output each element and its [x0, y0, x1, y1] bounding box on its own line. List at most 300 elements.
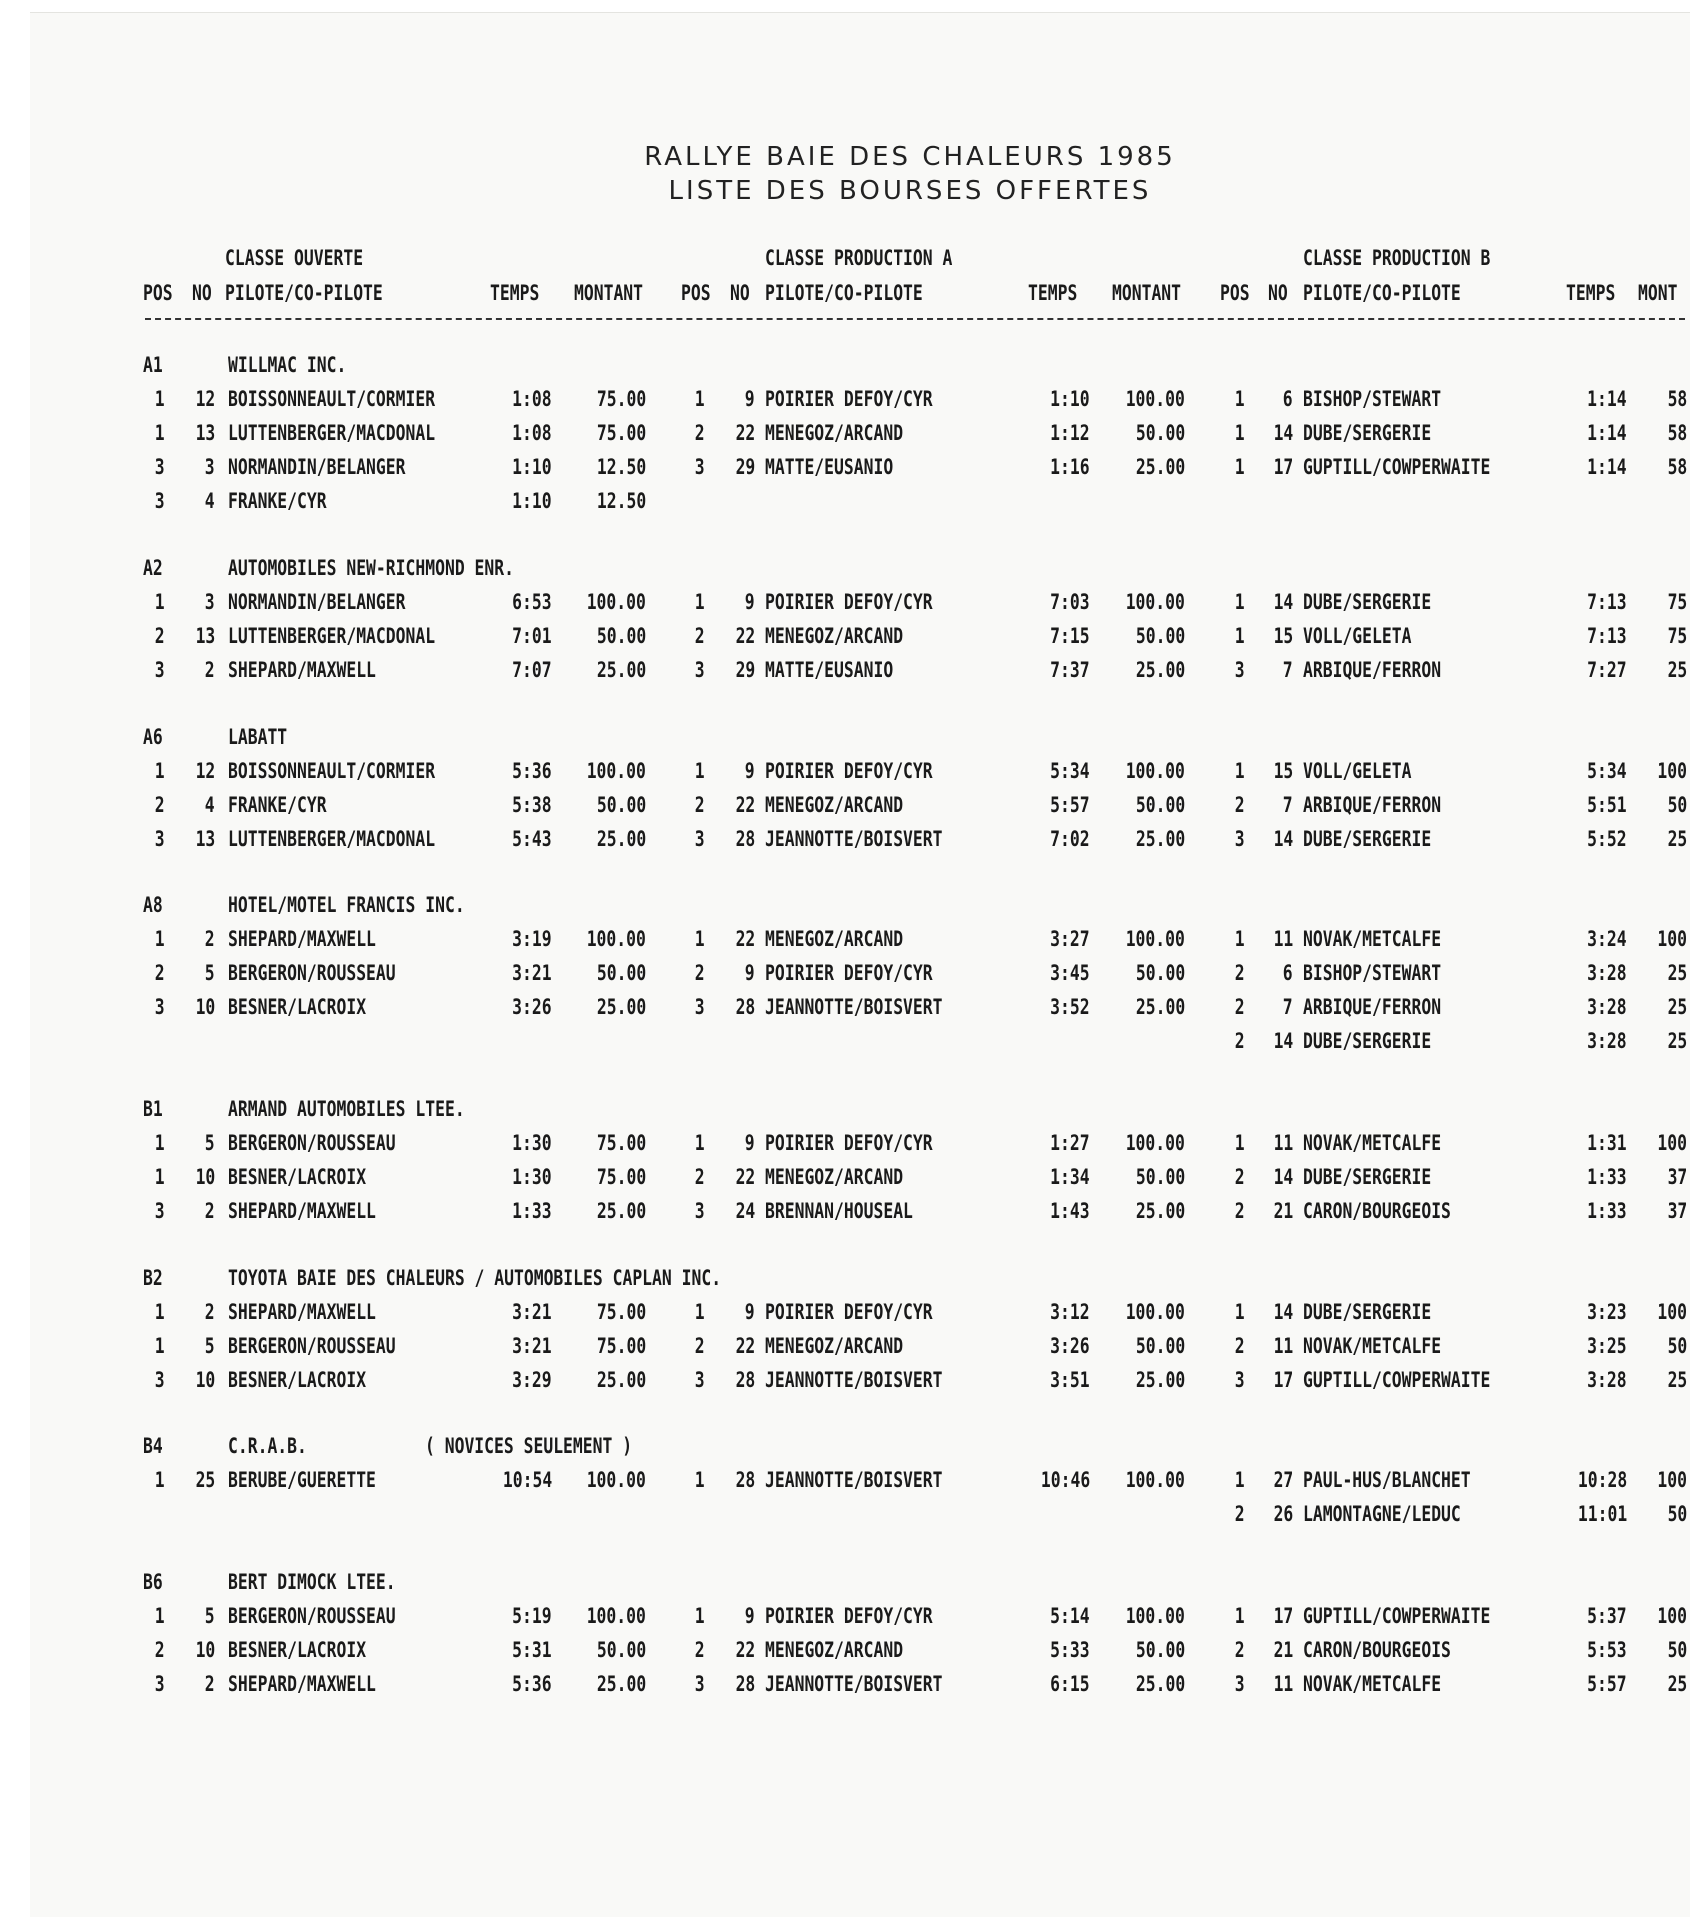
- result-time: 3:25: [1587, 1334, 1627, 1358]
- col-montant-header: MONTANT: [574, 281, 644, 305]
- result-pos: 3: [155, 658, 165, 682]
- result-pos: 3: [155, 1368, 165, 1392]
- result-pilot-copilot: BERUBE/GUERETTE: [228, 1468, 376, 1492]
- result-car-no: 2: [205, 1199, 215, 1223]
- result-car-no: 4: [205, 489, 215, 513]
- result-pos: 2: [695, 961, 705, 985]
- result-car-no: 14: [1273, 827, 1293, 851]
- result-pilot-copilot: PAUL-HUS/BLANCHET: [1303, 1468, 1471, 1492]
- result-amount: 50.00: [596, 1638, 646, 1662]
- result-car-no: 5: [205, 1334, 215, 1358]
- result-amount: 50: [1667, 1502, 1687, 1526]
- result-car-no: 12: [195, 759, 215, 783]
- result-time: 1:14: [1587, 387, 1627, 411]
- result-pilot-copilot: BERGERON/ROUSSEAU: [228, 1334, 396, 1358]
- result-pilot-copilot: POIRIER DEFOY/CYR: [765, 961, 933, 985]
- result-amount: 25.00: [1135, 1672, 1185, 1696]
- result-pilot-copilot: ARBIQUE/FERRON: [1303, 793, 1442, 817]
- result-amount: 100: [1657, 1604, 1687, 1628]
- result-pilot-copilot: LAMONTAGNE/LEDUC: [1303, 1502, 1461, 1526]
- result-amount: 25.00: [1135, 1199, 1185, 1223]
- result-amount: 25.00: [596, 1199, 646, 1223]
- result-amount: 25.00: [596, 995, 646, 1019]
- result-pilot-copilot: BRENNAN/HOUSEAL: [765, 1199, 913, 1223]
- result-time: 7:15: [1050, 624, 1090, 648]
- result-pos: 2: [695, 793, 705, 817]
- result-time: 1:30: [512, 1165, 552, 1189]
- result-pilot-copilot: BERGERON/ROUSSEAU: [228, 1131, 396, 1155]
- result-pos: 1: [1235, 1131, 1245, 1155]
- result-car-no: 27: [1273, 1468, 1293, 1492]
- result-pilot-copilot: POIRIER DEFOY/CYR: [765, 590, 933, 614]
- result-pilot-copilot: JEANNOTTE/BOISVERT: [765, 1672, 943, 1696]
- result-pilot-copilot: MENEGOZ/ARCAND: [765, 927, 904, 951]
- result-time: 5:34: [1587, 759, 1627, 783]
- result-time: 3:28: [1587, 1029, 1627, 1053]
- result-pos: 2: [155, 793, 165, 817]
- result-pilot-copilot: MENEGOZ/ARCAND: [765, 793, 904, 817]
- result-car-no: 9: [745, 590, 755, 614]
- result-car-no: 2: [205, 658, 215, 682]
- result-amount: 75: [1667, 624, 1687, 648]
- result-amount: 25.00: [596, 1672, 646, 1696]
- section-sponsor: AUTOMOBILES NEW-RICHMOND ENR.: [228, 556, 514, 580]
- result-car-no: 12: [195, 387, 215, 411]
- result-pilot-copilot: JEANNOTTE/BOISVERT: [765, 995, 943, 1019]
- result-amount: 100.00: [1125, 927, 1185, 951]
- result-pos: 1: [1235, 1604, 1245, 1628]
- result-pilot-copilot: CARON/BOURGEOIS: [1303, 1199, 1451, 1223]
- result-pilot-copilot: BESNER/LACROIX: [228, 1165, 367, 1189]
- result-car-no: 9: [745, 759, 755, 783]
- result-car-no: 22: [735, 793, 755, 817]
- result-pos: 1: [695, 927, 705, 951]
- result-pilot-copilot: MENEGOZ/ARCAND: [765, 1334, 904, 1358]
- result-pos: 1: [155, 759, 165, 783]
- result-time: 7:27: [1587, 658, 1627, 682]
- result-pilot-copilot: MENEGOZ/ARCAND: [765, 1638, 904, 1662]
- result-car-no: 9: [745, 961, 755, 985]
- result-time: 7:37: [1050, 658, 1090, 682]
- result-pos: 2: [1235, 995, 1245, 1019]
- result-pilot-copilot: DUBE/SERGERIE: [1303, 590, 1432, 614]
- result-time: 5:37: [1587, 1604, 1627, 1628]
- section-sponsor: HOTEL/MOTEL FRANCIS INC.: [228, 893, 465, 917]
- result-pilot-copilot: POIRIER DEFOY/CYR: [765, 1300, 933, 1324]
- result-time: 1:14: [1587, 455, 1627, 479]
- result-pos: 3: [155, 827, 165, 851]
- result-pos: 3: [1235, 1672, 1245, 1696]
- result-pos: 1: [155, 1604, 165, 1628]
- result-amount: 25.00: [1135, 995, 1185, 1019]
- result-time: 3:21: [512, 1300, 552, 1324]
- result-car-no: 14: [1273, 1300, 1293, 1324]
- col-pos-header: POS: [681, 281, 711, 305]
- result-time: 3:29: [512, 1368, 552, 1392]
- result-time: 10:54: [502, 1468, 552, 1492]
- result-amount: 50.00: [1135, 421, 1185, 445]
- result-car-no: 7: [1283, 658, 1293, 682]
- result-amount: 100: [1657, 1131, 1687, 1155]
- result-time: 1:27: [1050, 1131, 1090, 1155]
- document-subtitle: LISTE DES BOURSES OFFERTES: [668, 176, 1152, 206]
- result-amount: 25: [1667, 827, 1687, 851]
- result-pilot-copilot: BOISSONNEAULT/CORMIER: [228, 759, 436, 783]
- result-pos: 1: [155, 590, 165, 614]
- result-car-no: 14: [1273, 421, 1293, 445]
- result-amount: 75.00: [596, 421, 646, 445]
- result-pos: 1: [695, 1604, 705, 1628]
- result-amount: 25.00: [1135, 455, 1185, 479]
- result-pilot-copilot: SHEPARD/MAXWELL: [228, 1300, 376, 1324]
- result-pilot-copilot: CARON/BOURGEOIS: [1303, 1638, 1451, 1662]
- result-amount: 58: [1667, 421, 1687, 445]
- result-car-no: 17: [1273, 455, 1293, 479]
- result-amount: 50.00: [1135, 1165, 1185, 1189]
- result-amount: 100.00: [586, 927, 646, 951]
- result-pos: 1: [1235, 759, 1245, 783]
- result-pos: 1: [155, 1131, 165, 1155]
- col-temps-header: TEMPS: [1566, 281, 1616, 305]
- result-pilot-copilot: NORMANDIN/BELANGER: [228, 455, 406, 479]
- result-pilot-copilot: ARBIQUE/FERRON: [1303, 995, 1442, 1019]
- col-pos-header: POS: [143, 281, 173, 305]
- result-amount: 50.00: [1135, 961, 1185, 985]
- result-pos: 2: [695, 1165, 705, 1189]
- result-pilot-copilot: POIRIER DEFOY/CYR: [765, 759, 933, 783]
- result-pos: 1: [1235, 1468, 1245, 1492]
- result-amount: 75.00: [596, 1131, 646, 1155]
- result-pilot-copilot: FRANKE/CYR: [228, 489, 327, 513]
- section-code: A6: [143, 725, 163, 749]
- result-amount: 50: [1667, 793, 1687, 817]
- result-pos: 3: [155, 489, 165, 513]
- result-car-no: 5: [205, 961, 215, 985]
- result-time: 1:34: [1050, 1165, 1090, 1189]
- result-time: 1:08: [512, 421, 552, 445]
- result-pos: 3: [695, 1199, 705, 1223]
- result-time: 5:38: [512, 793, 552, 817]
- result-car-no: 2: [205, 1300, 215, 1324]
- section-sponsor: ARMAND AUTOMOBILES LTEE.: [228, 1097, 465, 1121]
- result-time: 3:52: [1050, 995, 1090, 1019]
- result-car-no: 29: [735, 658, 755, 682]
- result-amount: 12.50: [596, 455, 646, 479]
- result-amount: 100.00: [1125, 590, 1185, 614]
- result-pos: 1: [155, 927, 165, 951]
- result-car-no: 21: [1273, 1638, 1293, 1662]
- result-pilot-copilot: MATTE/EUSANIO: [765, 455, 894, 479]
- result-pilot-copilot: BESNER/LACROIX: [228, 995, 367, 1019]
- result-amount: 25.00: [1135, 1368, 1185, 1392]
- result-pilot-copilot: JEANNOTTE/BOISVERT: [765, 827, 943, 851]
- class-header-production-a: CLASSE PRODUCTION A: [765, 246, 953, 270]
- col-temps-header: TEMPS: [1028, 281, 1078, 305]
- result-amount: 58: [1667, 387, 1687, 411]
- result-time: 1:14: [1587, 421, 1627, 445]
- result-time: 3:27: [1050, 927, 1090, 951]
- result-pilot-copilot: BISHOP/STEWART: [1303, 387, 1442, 411]
- result-pos: 3: [1235, 1368, 1245, 1392]
- result-pos: 3: [695, 1672, 705, 1696]
- result-time: 1:33: [512, 1199, 552, 1223]
- result-pilot-copilot: FRANKE/CYR: [228, 793, 327, 817]
- result-car-no: 7: [1283, 995, 1293, 1019]
- result-pilot-copilot: NOVAK/METCALFE: [1303, 1131, 1442, 1155]
- result-amount: 50.00: [596, 793, 646, 817]
- result-pos: 2: [1235, 1638, 1245, 1662]
- result-time: 7:01: [512, 624, 552, 648]
- section-code: A1: [143, 353, 163, 377]
- result-amount: 75.00: [596, 1165, 646, 1189]
- result-car-no: 14: [1273, 590, 1293, 614]
- result-time: 5:36: [512, 759, 552, 783]
- result-car-no: 22: [735, 1165, 755, 1189]
- result-amount: 100.00: [586, 590, 646, 614]
- col-no-header: NO: [192, 281, 212, 305]
- result-time: 3:24: [1587, 927, 1627, 951]
- result-pilot-copilot: MENEGOZ/ARCAND: [765, 1165, 904, 1189]
- result-amount: 25: [1667, 1368, 1687, 1392]
- section-sponsor: WILLMAC INC.: [228, 353, 347, 377]
- result-amount: 100.00: [1125, 1604, 1185, 1628]
- result-car-no: 17: [1273, 1368, 1293, 1392]
- result-pos: 1: [1235, 1300, 1245, 1324]
- result-amount: 75.00: [596, 1334, 646, 1358]
- result-amount: 75.00: [596, 387, 646, 411]
- result-amount: 25.00: [596, 658, 646, 682]
- result-amount: 100: [1657, 1468, 1687, 1492]
- result-time: 10:28: [1577, 1468, 1627, 1492]
- result-pilot-copilot: JEANNOTTE/BOISVERT: [765, 1368, 943, 1392]
- class-header-ouverte: CLASSE OUVERTE: [225, 246, 364, 270]
- result-time: 7:07: [512, 658, 552, 682]
- col-montant-header: MONT: [1638, 281, 1678, 305]
- result-pos: 1: [155, 1334, 165, 1358]
- result-pilot-copilot: NOVAK/METCALFE: [1303, 1672, 1442, 1696]
- result-car-no: 22: [735, 421, 755, 445]
- result-time: 1:10: [512, 489, 552, 513]
- result-time: 10:46: [1040, 1468, 1090, 1492]
- result-car-no: 22: [735, 927, 755, 951]
- result-amount: 75: [1667, 590, 1687, 614]
- result-pilot-copilot: LUTTENBERGER/MACDONAL: [228, 827, 436, 851]
- result-car-no: 5: [205, 1131, 215, 1155]
- result-pos: 3: [155, 455, 165, 479]
- result-pos: 2: [155, 624, 165, 648]
- result-pos: 1: [1235, 455, 1245, 479]
- result-car-no: 29: [735, 455, 755, 479]
- result-time: 1:10: [1050, 387, 1090, 411]
- result-car-no: 28: [735, 1468, 755, 1492]
- result-pilot-copilot: BESNER/LACROIX: [228, 1368, 367, 1392]
- result-amount: 12.50: [596, 489, 646, 513]
- result-amount: 37: [1667, 1199, 1687, 1223]
- section-code: B1: [143, 1097, 163, 1121]
- result-pos: 3: [695, 995, 705, 1019]
- result-amount: 100.00: [1125, 1131, 1185, 1155]
- result-car-no: 22: [735, 624, 755, 648]
- result-time: 5:43: [512, 827, 552, 851]
- result-time: 3:28: [1587, 995, 1627, 1019]
- result-pos: 1: [695, 1468, 705, 1492]
- result-time: 3:21: [512, 961, 552, 985]
- result-car-no: 15: [1273, 624, 1293, 648]
- result-pilot-copilot: MENEGOZ/ARCAND: [765, 421, 904, 445]
- result-car-no: 28: [735, 995, 755, 1019]
- result-car-no: 24: [735, 1199, 755, 1223]
- result-pilot-copilot: POIRIER DEFOY/CYR: [765, 1604, 933, 1628]
- result-amount: 25.00: [596, 1368, 646, 1392]
- result-amount: 100.00: [586, 759, 646, 783]
- result-pilot-copilot: BESNER/LACROIX: [228, 1638, 367, 1662]
- result-time: 5:57: [1050, 793, 1090, 817]
- result-amount: 58: [1667, 455, 1687, 479]
- result-car-no: 21: [1273, 1199, 1293, 1223]
- result-car-no: 6: [1283, 387, 1293, 411]
- col-pilote-header: PILOTE/CO-PILOTE: [1303, 281, 1461, 305]
- result-amount: 25: [1667, 1029, 1687, 1053]
- result-pilot-copilot: DUBE/SERGERIE: [1303, 827, 1432, 851]
- section-code: B2: [143, 1266, 163, 1290]
- result-time: 5:34: [1050, 759, 1090, 783]
- result-pos: 3: [695, 455, 705, 479]
- section-code: A2: [143, 556, 163, 580]
- result-car-no: 10: [195, 1638, 215, 1662]
- result-time: 1:33: [1587, 1165, 1627, 1189]
- result-pos: 3: [1235, 658, 1245, 682]
- result-pos: 2: [1235, 793, 1245, 817]
- result-pos: 1: [1235, 387, 1245, 411]
- result-time: 7:13: [1587, 624, 1627, 648]
- result-car-no: 26: [1273, 1502, 1293, 1526]
- result-pilot-copilot: DUBE/SERGERIE: [1303, 1300, 1432, 1324]
- result-time: 3:28: [1587, 1368, 1627, 1392]
- result-time: 5:31: [512, 1638, 552, 1662]
- result-car-no: 11: [1273, 1672, 1293, 1696]
- header-separator-line: [145, 318, 1685, 320]
- result-time: 1:31: [1587, 1131, 1627, 1155]
- result-car-no: 3: [205, 590, 215, 614]
- result-time: 3:26: [512, 995, 552, 1019]
- result-amount: 25.00: [596, 827, 646, 851]
- result-car-no: 25: [195, 1468, 215, 1492]
- result-car-no: 28: [735, 1672, 755, 1696]
- section-sponsor: LABATT: [228, 725, 288, 749]
- result-car-no: 2: [205, 1672, 215, 1696]
- result-pos: 1: [155, 421, 165, 445]
- result-time: 5:14: [1050, 1604, 1090, 1628]
- result-pos: 1: [155, 1468, 165, 1492]
- result-amount: 25: [1667, 1672, 1687, 1696]
- col-no-header: NO: [1268, 281, 1288, 305]
- result-time: 1:10: [512, 455, 552, 479]
- section-note: ( NOVICES SEULEMENT ): [425, 1434, 633, 1458]
- result-car-no: 9: [745, 1604, 755, 1628]
- result-pilot-copilot: GUPTILL/COWPERWAITE: [1303, 1368, 1491, 1392]
- result-pos: 3: [155, 1199, 165, 1223]
- result-pilot-copilot: NOVAK/METCALFE: [1303, 1334, 1442, 1358]
- result-pos: 2: [155, 1638, 165, 1662]
- result-pilot-copilot: POIRIER DEFOY/CYR: [765, 1131, 933, 1155]
- result-car-no: 15: [1273, 759, 1293, 783]
- result-pilot-copilot: NORMANDIN/BELANGER: [228, 590, 406, 614]
- result-time: 5:52: [1587, 827, 1627, 851]
- result-amount: 100.00: [1125, 1300, 1185, 1324]
- result-pos: 3: [155, 995, 165, 1019]
- result-amount: 100.00: [1125, 387, 1185, 411]
- result-amount: 100: [1657, 927, 1687, 951]
- result-car-no: 13: [195, 827, 215, 851]
- result-time: 6:53: [512, 590, 552, 614]
- result-pilot-copilot: SHEPARD/MAXWELL: [228, 1199, 376, 1223]
- result-time: 1:30: [512, 1131, 552, 1155]
- result-pilot-copilot: DUBE/SERGERIE: [1303, 1029, 1432, 1053]
- result-pilot-copilot: GUPTILL/COWPERWAITE: [1303, 455, 1491, 479]
- result-time: 11:01: [1577, 1502, 1627, 1526]
- result-car-no: 4: [205, 793, 215, 817]
- col-temps-header: TEMPS: [490, 281, 540, 305]
- result-pilot-copilot: LUTTENBERGER/MACDONAL: [228, 624, 436, 648]
- result-amount: 50.00: [596, 961, 646, 985]
- result-amount: 50.00: [596, 624, 646, 648]
- result-pilot-copilot: BERGERON/ROUSSEAU: [228, 1604, 396, 1628]
- result-pos: 1: [155, 1300, 165, 1324]
- result-amount: 25: [1667, 658, 1687, 682]
- result-car-no: 9: [745, 387, 755, 411]
- class-header-production-b: CLASSE PRODUCTION B: [1303, 246, 1491, 270]
- result-time: 7:02: [1050, 827, 1090, 851]
- result-pos: 2: [1235, 1199, 1245, 1223]
- result-time: 7:13: [1587, 590, 1627, 614]
- section-sponsor: TOYOTA BAIE DES CHALEURS / AUTOMOBILES CAPLAN INC.: [228, 1266, 722, 1290]
- result-pilot-copilot: VOLL/GELETA: [1303, 624, 1412, 648]
- result-time: 5:33: [1050, 1638, 1090, 1662]
- result-time: 5:53: [1587, 1638, 1627, 1662]
- result-time: 6:15: [1050, 1672, 1090, 1696]
- result-pilot-copilot: NOVAK/METCALFE: [1303, 927, 1442, 951]
- result-pos: 3: [1235, 827, 1245, 851]
- result-pilot-copilot: BISHOP/STEWART: [1303, 961, 1442, 985]
- result-amount: 50.00: [1135, 624, 1185, 648]
- result-amount: 100.00: [586, 1604, 646, 1628]
- result-pos: 1: [695, 590, 705, 614]
- result-pos: 3: [155, 1672, 165, 1696]
- result-pos: 1: [155, 1165, 165, 1189]
- section-code: A8: [143, 893, 163, 917]
- result-time: 5:19: [512, 1604, 552, 1628]
- result-pilot-copilot: MATTE/EUSANIO: [765, 658, 894, 682]
- result-pos: 1: [1235, 624, 1245, 648]
- result-pilot-copilot: SHEPARD/MAXWELL: [228, 927, 376, 951]
- result-car-no: 22: [735, 1638, 755, 1662]
- result-time: 1:08: [512, 387, 552, 411]
- result-pos: 2: [1235, 1502, 1245, 1526]
- result-amount: 75.00: [596, 1300, 646, 1324]
- result-amount: 50.00: [1135, 1638, 1185, 1662]
- result-car-no: 11: [1273, 1334, 1293, 1358]
- result-car-no: 9: [745, 1300, 755, 1324]
- result-car-no: 10: [195, 1368, 215, 1392]
- result-pos: 3: [695, 827, 705, 851]
- col-pos-header: POS: [1220, 281, 1250, 305]
- result-time: 3:12: [1050, 1300, 1090, 1324]
- col-pilote-header: PILOTE/CO-PILOTE: [765, 281, 923, 305]
- result-amount: 37: [1667, 1165, 1687, 1189]
- result-pos: 1: [695, 387, 705, 411]
- result-car-no: 28: [735, 827, 755, 851]
- result-car-no: 10: [195, 1165, 215, 1189]
